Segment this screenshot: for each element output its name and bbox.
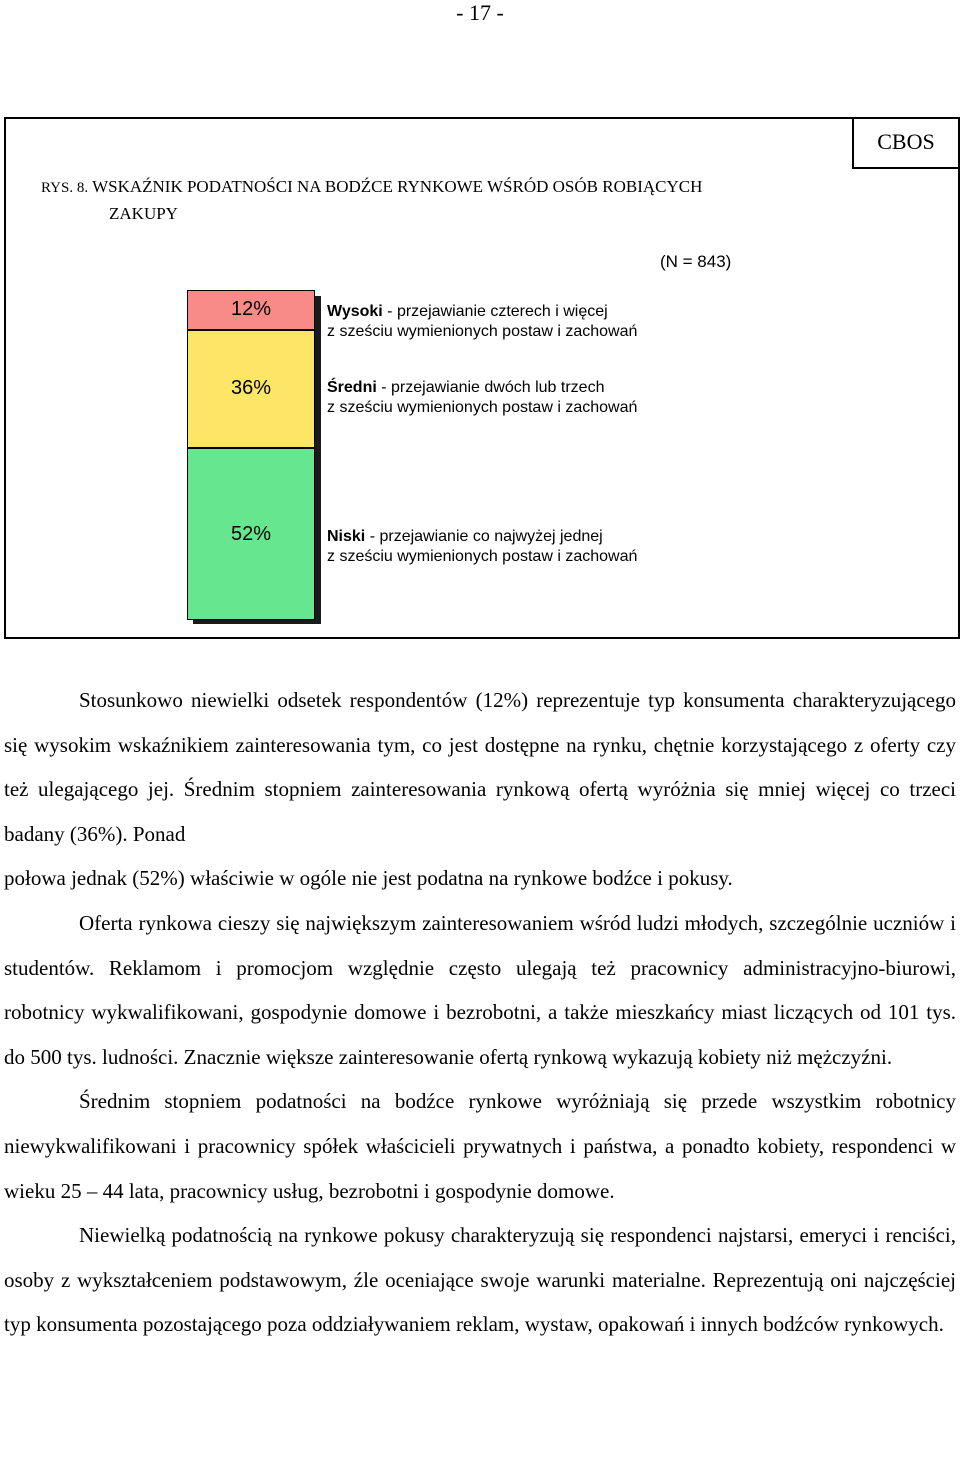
paragraph-4: Niewielką podatnością na rynkowe pokusy charakteryzują się respondenci najstarsi, emeryci i renciści, osoby z wykształceniem podstawowym, źle oceniające swoje warunki materialne. Reprezentują oni najczęściej typ konsumenta pozostającego poza oddziaływaniem reklam, wystaw, opakowań i innych bodźców rynkowych. bbox=[4, 1223, 956, 1337]
legend-high-category: Wysoki bbox=[327, 303, 383, 320]
figure-label: RYS. 8. bbox=[41, 180, 89, 196]
org-label: CBOS bbox=[852, 117, 958, 169]
page-number: - 17 - bbox=[456, 0, 504, 25]
legend-high-desc2: z sześciu wymienionych postaw i zachowań bbox=[327, 323, 638, 340]
legend-medium-desc2: z sześciu wymienionych postaw i zachowań bbox=[327, 399, 638, 416]
bar-segment-high: 12% bbox=[187, 290, 315, 330]
legend-low-category: Niski bbox=[327, 528, 366, 545]
paragraph-1-continued: połowa jednak (52%) właściwie w ogóle nie jest podatna na rynkowe bodźce i pokusy. bbox=[4, 866, 733, 891]
figure-title-line1: WSKAŹNIK PODATNOŚCI NA BODŹCE RYNKOWE WŚRÓD OSÓB ROBIĄCYCH bbox=[92, 177, 703, 196]
figure-title-line2: ZAKUPY bbox=[109, 204, 178, 223]
legend-low bbox=[327, 527, 637, 567]
figure-title bbox=[41, 174, 841, 227]
legend-high bbox=[327, 302, 637, 342]
bar-segment-low: 52% bbox=[187, 448, 315, 620]
legend-high-desc1: - przejawianie czterech i więcej bbox=[382, 303, 608, 320]
paragraph-3: Średnim stopniem podatności na bodźce rynkowe wyróżniają się przede wszystkim robotnicy niewykwalifikowani i pracownicy spółek właścicieli prywatnych i państwa, a ponadto kobiety, respondenci w wieku 25 – 44 lata, pracownicy usług, bezrobotni i gospodynie domowe. bbox=[4, 1089, 956, 1203]
legend-low-desc1: - przejawianie co najwyżej jednej bbox=[365, 528, 603, 545]
paragraph-1: Stosunkowo niewielki odsetek respondentów (12%) reprezentuje typ konsumenta charakteryzującego się wysokim wskaźnikiem zainteresowania tym, co jest dostępne na rynku, chętnie korzystającego z oferty czy też ulegającego jej. Średnim stopniem zainteresowania rynkową ofertą wyróżnia się mniej więcej co trzeci badany (36%). Ponad bbox=[4, 688, 956, 846]
legend-medium bbox=[327, 378, 637, 418]
body-text bbox=[4, 678, 956, 1347]
bar-segment-medium: 36% bbox=[187, 330, 315, 449]
legend-medium-desc1: - przejawianie dwóch lub trzech bbox=[376, 379, 605, 396]
paragraph-2: Oferta rynkowa cieszy się największym zainteresowaniem wśród ludzi młodych, szczególnie uczniów i studentów. Reklamom i promocjom względnie często ulegają też pracownicy administracyjno-biurowi, robotnicy wykwalifikowani, gospodynie domowe i bezrobotni, a także mieszkańcy miast liczących od 101 tys. do 500 tys. ludności. Znacznie większe zainteresowanie ofertą rynkową wykazują kobiety niż mężczyźni. bbox=[4, 910, 956, 1069]
legend-medium-category: Średni bbox=[327, 379, 377, 396]
sample-size: (N = 843) bbox=[660, 252, 732, 271]
legend-low-desc2: z sześciu wymienionych postaw i zachowań bbox=[327, 548, 638, 565]
